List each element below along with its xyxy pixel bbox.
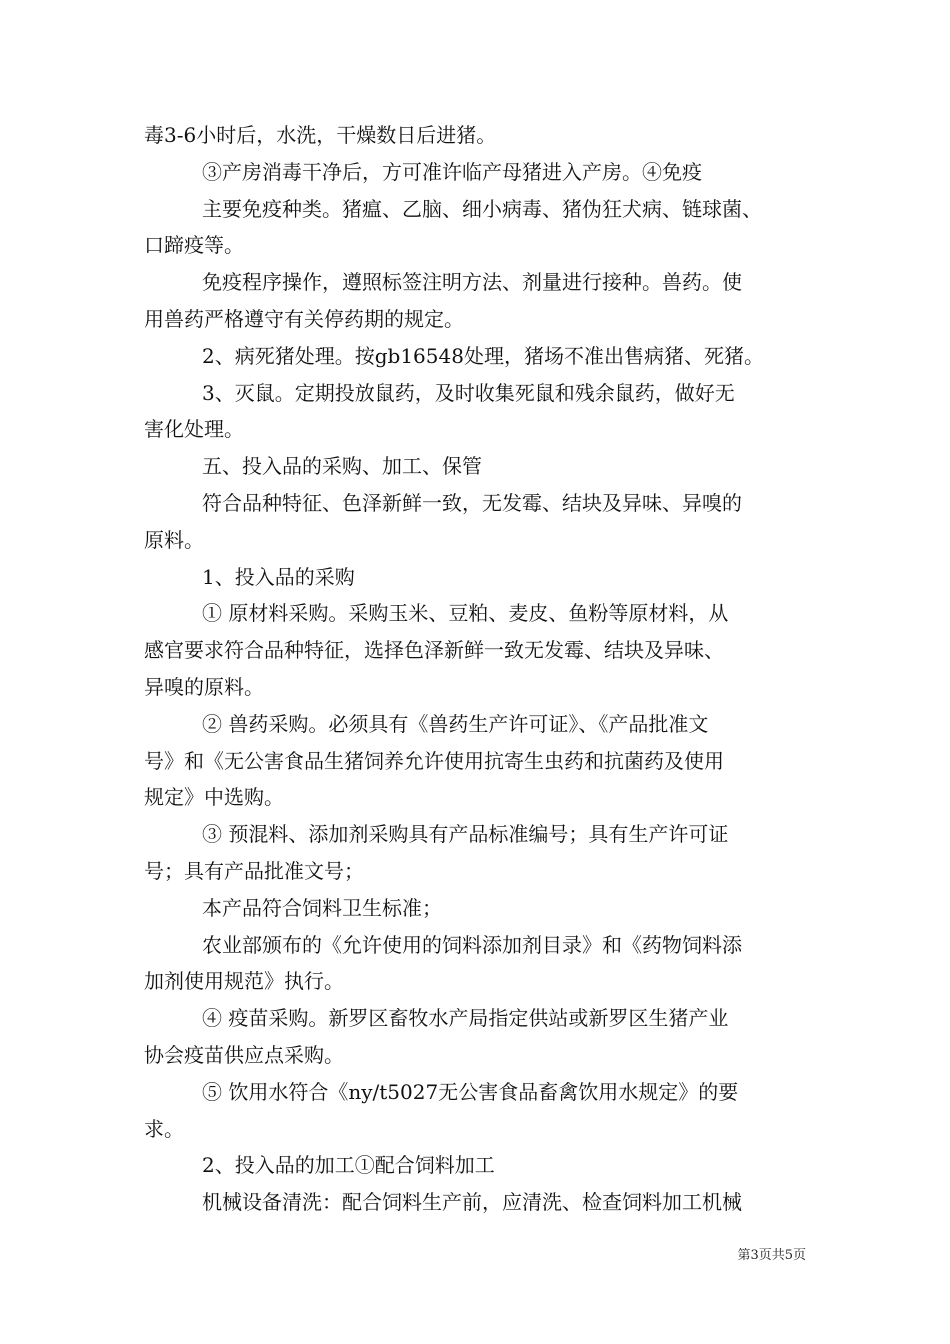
text-line: 2、病死猪处理。按gb16548处理，猪场不准出售病猪、死猪。	[202, 343, 764, 368]
text-line: 加剂使用规范》执行。	[144, 969, 344, 994]
text-line: 协会疫苗供应点采购。	[144, 1042, 344, 1067]
text-line: ② 兽药采购。必须具有《兽药生产许可证》、《产品批准文	[202, 711, 709, 736]
text-line: ④ 疫苗采购。新罗区畜牧水产局指定供站或新罗区生猪产业	[202, 1006, 729, 1031]
text-line: 号；具有产品批准文号；	[144, 858, 364, 883]
document-body	[144, 117, 809, 1221]
text-line: 求。	[144, 1116, 184, 1141]
text-line: 害化处理。	[144, 417, 244, 442]
page-number-footer: 第3页共5页	[737, 1248, 806, 1263]
text-line: 原料。	[144, 527, 204, 552]
text-line: ③ 预混料、添加剂采购具有产品标准编号；具有生产许可证	[202, 822, 729, 847]
text-line: 农业部颁布的《允许使用的饲料添加剂目录》和《药物饲料添	[202, 932, 742, 957]
text-line: 感官要求符合品种特征，选择色泽新鲜一致无发霉、结块及异味、	[144, 638, 724, 663]
text-line: ⑤ 饮用水符合《ny/t5027无公害食品畜禽饮用水规定》的要	[202, 1079, 739, 1104]
text-line: ① 原材料采购。采购玉米、豆粕、麦皮、鱼粉等原材料，从	[202, 601, 729, 626]
text-line: 口蹄疫等。	[144, 233, 244, 258]
text-line: 本产品符合饲料卫生标准；	[202, 895, 442, 920]
text-line: 主要免疫种类。猪瘟、乙脑、细小病毒、猪伪狂犬病、链球菌、	[202, 196, 762, 221]
text-line: 1、投入品的采购	[202, 564, 355, 589]
text-line: 号》和《无公害食品生猪饲养允许使用抗寄生虫药和抗菌药及使用	[144, 748, 724, 773]
text-line: 毒3-6小时后，水洗，干燥数日后进猪。	[144, 123, 497, 147]
text-line: 机械设备清洗：配合饲料生产前，应清洗、检查饲料加工机械	[202, 1190, 742, 1215]
text-line: 用兽药严格遵守有关停药期的规定。	[144, 306, 464, 331]
text-line: ③产房消毒干净后，方可准许临产母猪进入产房。④免疫	[202, 159, 702, 184]
text-line: 3、灭鼠。定期投放鼠药，及时收集死鼠和残余鼠药，做好无	[202, 380, 735, 405]
text-line: 异嗅的原料。	[144, 674, 264, 699]
text-line: 规定》中选购。	[144, 785, 284, 810]
text-line: 2、投入品的加工①配合饲料加工	[202, 1153, 495, 1178]
text-line: 五、投入品的采购、加工、保管	[202, 454, 482, 479]
text-line: 符合品种特征、色泽新鲜一致，无发霉、结块及异味、异嗅的	[202, 490, 742, 515]
text-line: 免疫程序操作，遵照标签注明方法、剂量进行接种。兽药。使	[202, 270, 742, 295]
